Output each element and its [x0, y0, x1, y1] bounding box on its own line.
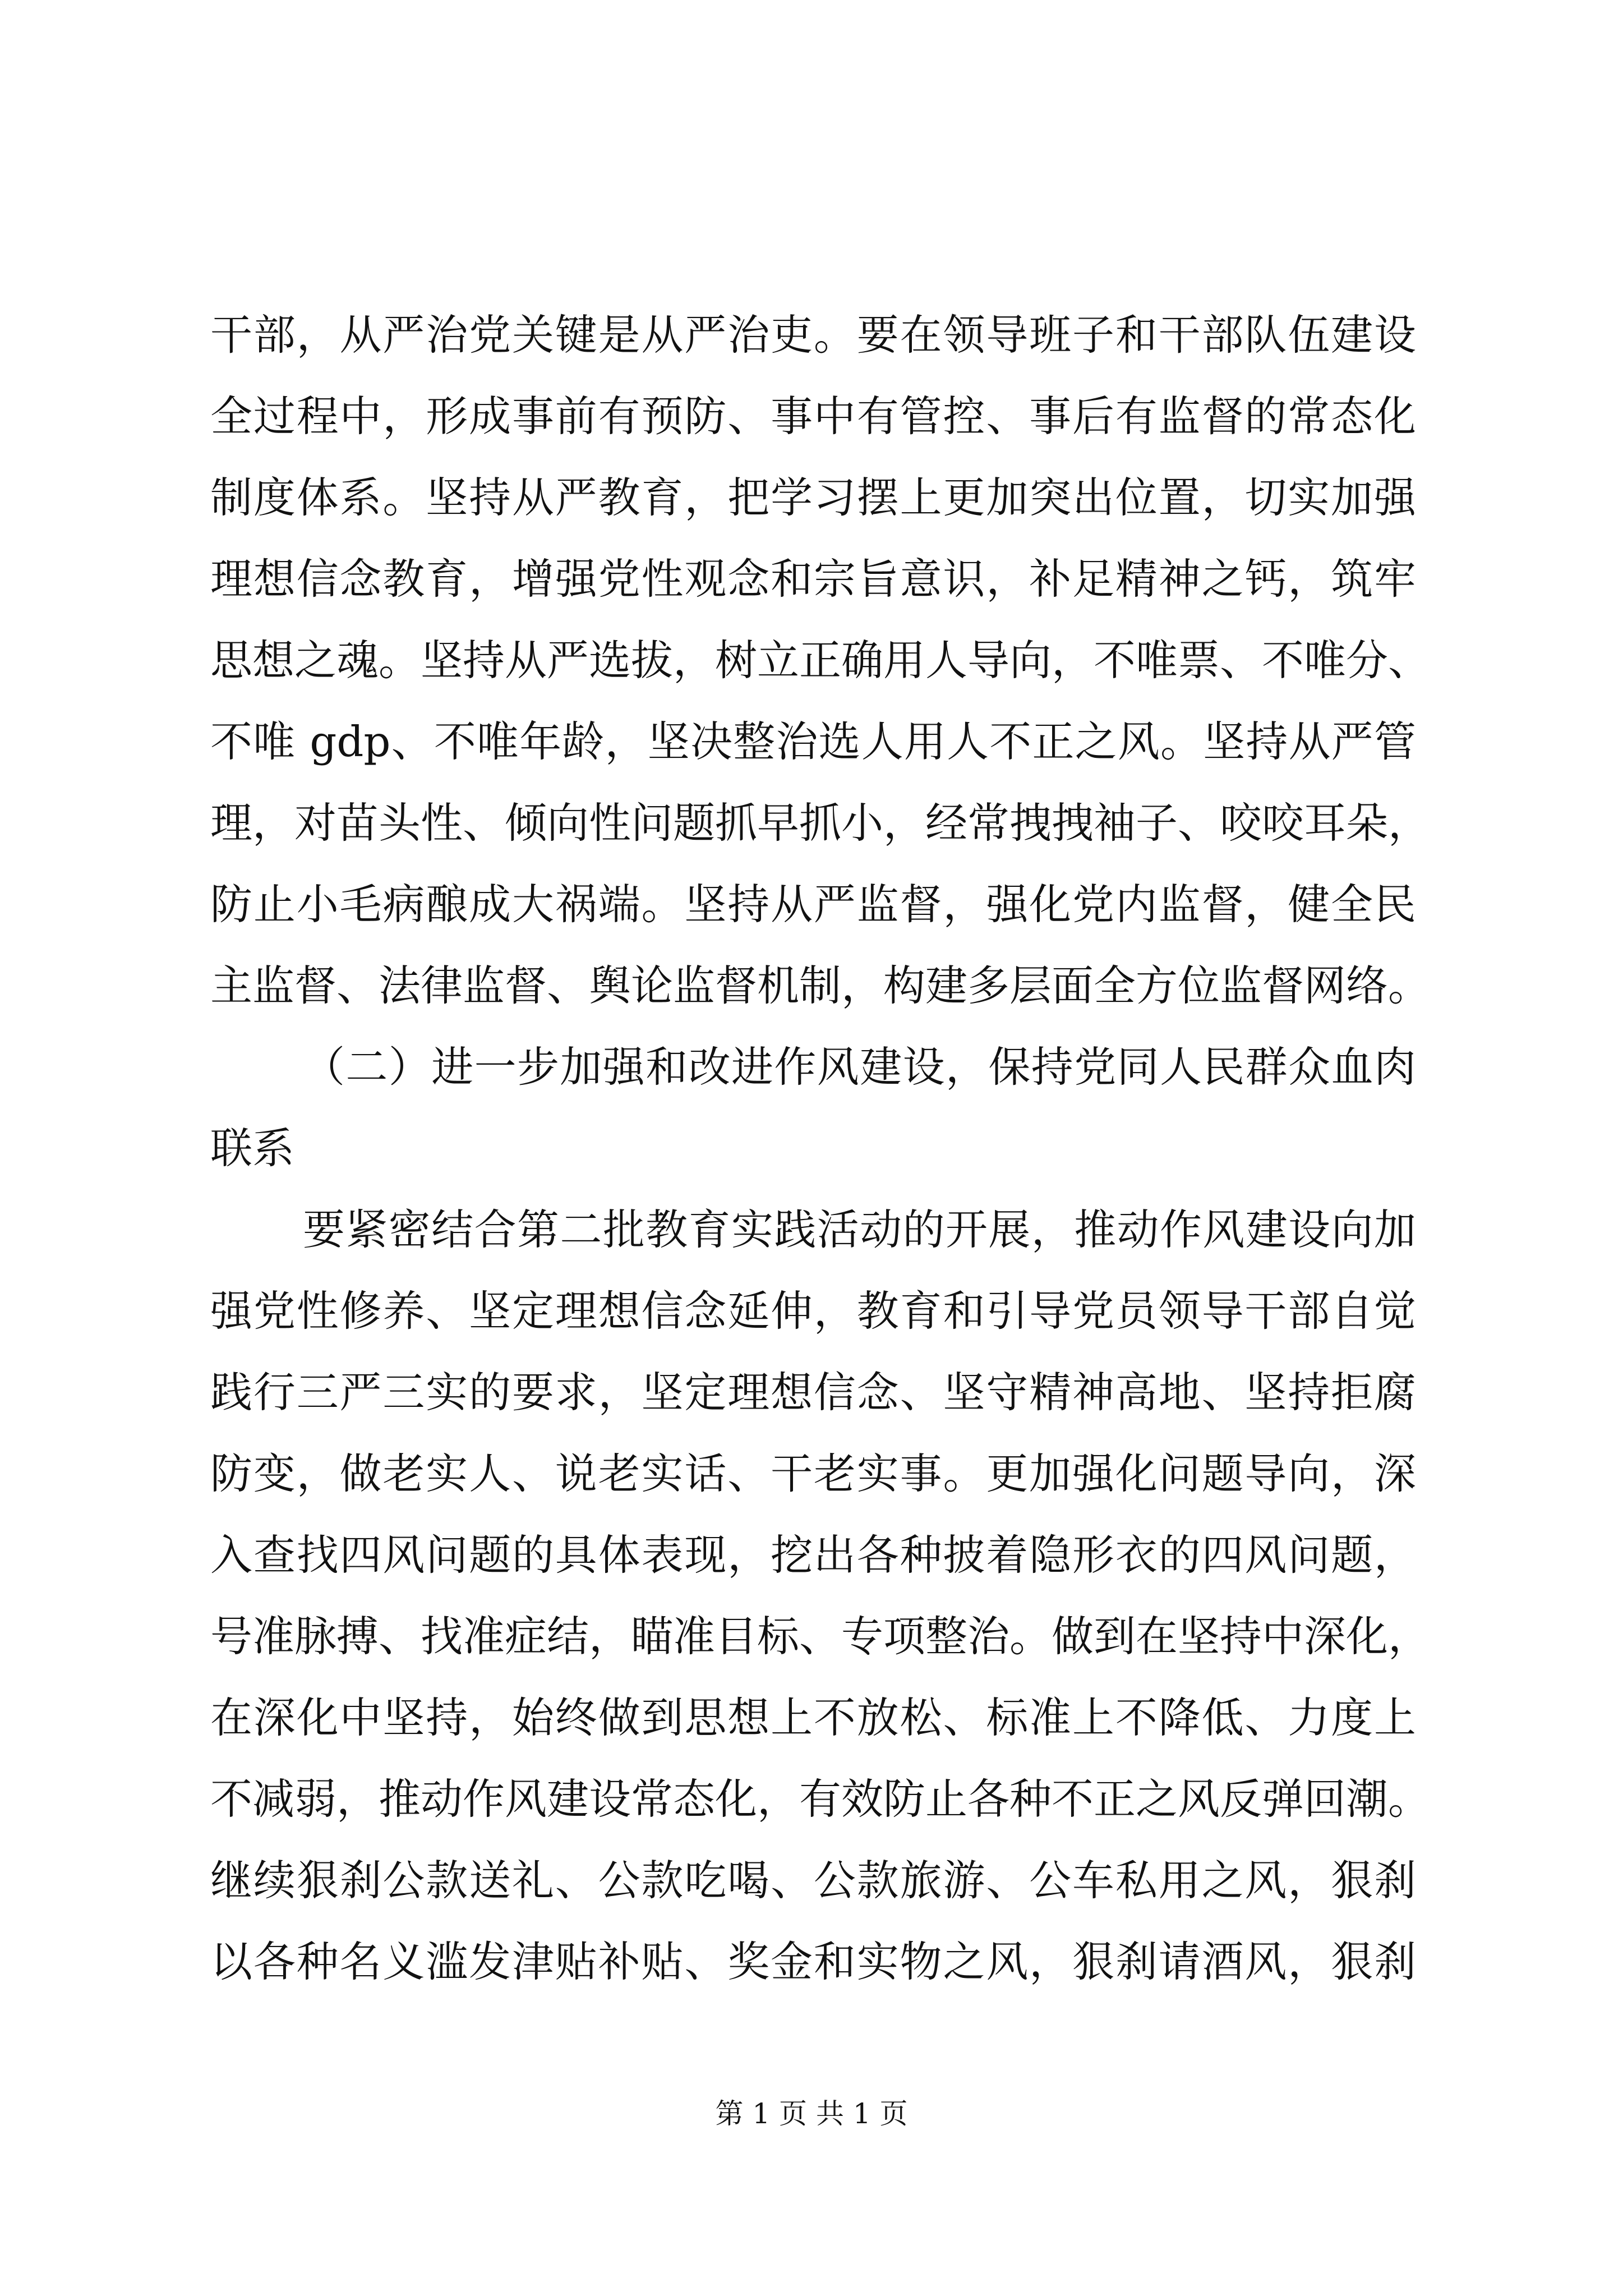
body-line: 主监督、法律监督、舆论监督机制，构建多层面全方位监督网络。 [210, 961, 1431, 1010]
body-line: 要紧密结合第二批教育实践活动的开展，推动作风建设向加 [303, 1205, 1416, 1254]
body-line: 入查找四风问题的具体表现，挖出各种披着隐形衣的四风问题， [210, 1530, 1416, 1580]
body-line: 防变，做老实人、说老实话、干老实事。更加强化问题导向，深 [210, 1449, 1416, 1498]
body-line: 践行三严三实的要求，坚定理想信念、坚守精神高地、坚持拒腐 [210, 1368, 1416, 1417]
body-line: 理想信念教育，增强党性观念和宗旨意识，补足精神之钙，筑牢 [210, 554, 1416, 604]
body-line: 思想之魂。坚持从严选拔，树立正确用人导向，不唯票、不唯分、 [210, 636, 1431, 685]
page-footer [0, 2097, 1623, 2131]
body-line: 理，对苗头性、倾向性问题抓早抓小，经常拽拽袖子、咬咬耳朵， [210, 798, 1431, 848]
body-line: 在深化中坚持，始终做到思想上不放松、标准上不降低、力度上 [210, 1693, 1416, 1742]
body-line: 不唯 gdp、不唯年龄，坚决整治选人用人不正之风。坚持从严管 [210, 717, 1416, 766]
body-line: 号准脉搏、找准症结，瞄准目标、专项整治。做到在坚持中深化， [210, 1612, 1431, 1661]
page-number: 第 1 页 共 1 页 [715, 2097, 908, 2130]
body-line: 继续狠刹公款送礼、公款吃喝、公款旅游、公车私用之风，狠刹 [210, 1856, 1416, 1905]
body-line: 强党性修养、坚定理想信念延伸，教育和引导党员领导干部自觉 [210, 1286, 1416, 1336]
body-line: 不减弱，推动作风建设常态化，有效防止各种不正之风反弹回潮。 [210, 1774, 1431, 1824]
section-heading-line: 联系 [210, 1124, 295, 1173]
body-line: 全过程中，形成事前有预防、事中有管控、事后有监督的常态化 [210, 392, 1416, 441]
body-line: 防止小毛病酿成大祸端。坚持从严监督，强化党内监督，健全民 [210, 880, 1416, 929]
document-body [210, 295, 1431, 2003]
body-line: 以各种名义滥发津贴补贴、奖金和实物之风，狠刹请酒风，狠刹 [210, 1937, 1416, 1986]
body-line: 制度体系。坚持从严教育，把学习摆上更加突出位置，切实加强 [210, 473, 1416, 522]
body-line: 干部，从严治党关键是从严治吏。要在领导班子和干部队伍建设 [210, 310, 1416, 360]
section-heading-line: （二）进一步加强和改进作风建设，保持党同人民群众血肉 [303, 1042, 1416, 1092]
